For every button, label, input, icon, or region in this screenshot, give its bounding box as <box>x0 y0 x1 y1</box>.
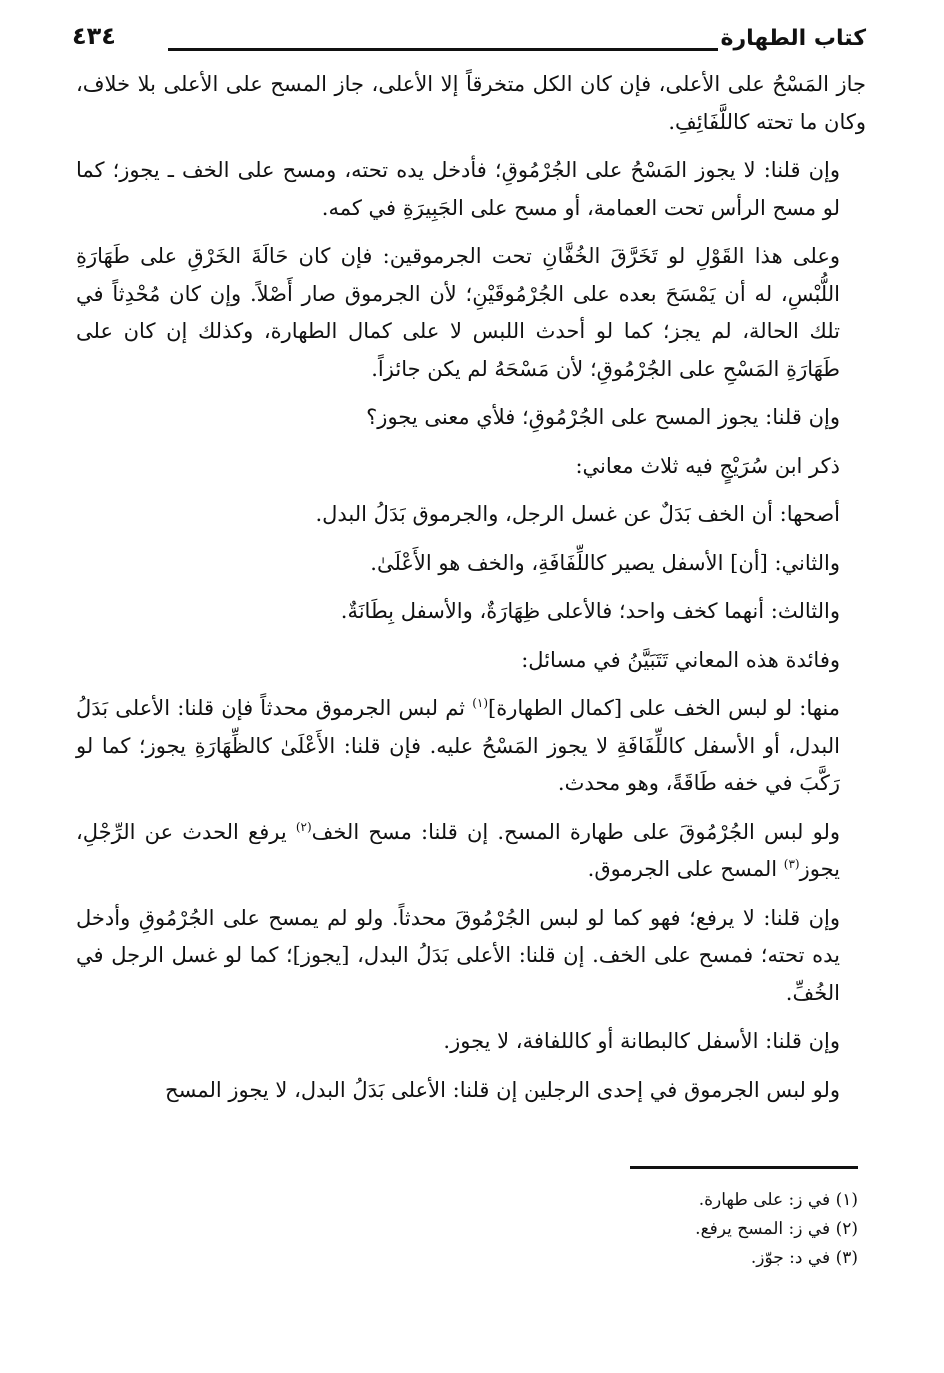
chapter-title: كتاب الطهارة <box>720 26 866 51</box>
footnote: (١) في ز: على طهارة. <box>698 1190 858 1210</box>
paragraph: ولو لبس الجرموق في إحدى الرجلين إن قلنا: الأعلى بَدَلُ البدل، لا يجوز المسح <box>165 1077 840 1102</box>
footnote: (٢) في ز: المسح يرفع. <box>695 1219 858 1239</box>
paragraph: وإن قلنا: يجوز المسح على الجُرْمُوقِ؛ فلأي معنى يجوز؟ <box>366 405 840 429</box>
page-number: ٤٣٤ <box>72 22 116 50</box>
paragraph <box>76 690 866 803</box>
header-rule <box>168 48 718 51</box>
paragraph: جاز المَسْحُ على الأعلى، فإن كان الكل متخرقاً إلا الأعلى، جاز المسح على الأعلى بلا خلاف، وكان ما تحته كاللَّفَائِفِ. <box>76 72 866 134</box>
footnotes <box>420 1186 858 1273</box>
main-text <box>76 66 866 1120</box>
paragraph: والثالث: أنهما كخف واحد؛ فالأعلى ظِهَارَةٌ، والأسفل بِطَانَةٌ. <box>340 599 840 623</box>
paragraph: وإن قلنا: الأسفل كالبطانة أو كاللفافة، لا يجوز. <box>443 1029 840 1053</box>
paragraph: وعلى هذا القَوْلِ لو تَخَرَّقَ الخُفَّانِ تحت الجرموقين: فإن كان حَالَةَ الخَرْقِ على طَهَارَةِ اللُّبْسِ، له أن يَمْسَحَ بعده على الجُرْمُوقَيْنِ؛ لأن الجرموق صار أَصْلاً. وإن كان مُحْدِثاً في تلك الحالة، لم يجز؛ كما لو أحدث اللبس لا على كمال الطهارة، وكذلك إن كان على طَهَارَةِ المَسْحِ على الجُرْمُوقِ؛ لأن مَسْحَهُ لم يكن جائزاً. <box>76 244 840 381</box>
footnote: (٣) في د: جوّز. <box>750 1248 858 1268</box>
paragraph: وإن قلنا: لا يجوز المَسْحُ على الجُرْمُوقِ؛ فأدخل يده تحته، ومسح على الخف ـ يجوز؛ كما لو مسح الرأس تحت العمامة، أو مسح على الجَبِيرَةِ في كمه. <box>76 158 840 220</box>
paragraph-text: منها: لو لبس الخف على [كمال الطهارة] <box>488 696 841 720</box>
footnote-separator <box>630 1166 858 1169</box>
footnote-marker: (١) <box>472 696 489 710</box>
paragraph: ذكر ابن سُرَيْجٍ فيه ثلاث معاني: <box>575 453 840 478</box>
paragraph: وإن قلنا: لا يرفع؛ فهو كما لو لبس الجُرْمُوقَ محدثاً. ولو لم يمسح على الجُرْمُوقِ وأدخل يده تحته؛ فمسح على الخف. إن قلنا: الأعلى بَدَلُ البدل، [يجوز]؛ كما لو غسل الرجل في الخُفِّ. <box>76 905 840 1005</box>
paragraph-text: المسح على الجرموق. <box>587 857 784 881</box>
paragraph-text: يرفع الحدث عن الرِّجْلِ، يجوز <box>76 819 840 881</box>
paragraph: أصحها: أن الخف بَدَلٌ عن غسل الرجل، والجرموق بَدَلُ البدل. <box>315 502 840 526</box>
footnote-marker: (٢) <box>295 819 312 834</box>
paragraph <box>76 814 866 889</box>
paragraph: والثاني: [أن] الأسفل يصير كاللِّفَافَةِ، والخف هو الأَعْلَىٰ. <box>370 550 840 575</box>
footnote-marker: (٣) <box>783 857 800 871</box>
page-header <box>72 22 866 66</box>
paragraph-text: ثم لبس الجرموق محدثاً فإن قلنا: الأعلى بَدَلُ البدل، أو الأسفل كاللِّفَافَةِ لا يجوز المَسْحُ عليه. فإن قلنا: الأَعْلَىٰ كالظِّهَارَةِ يجوز؛ كما لو رَكَّبَ في خفه طَاقَةً، وهو محدث. <box>76 696 840 795</box>
paragraph-text: ولو لبس الجُرْمُوقَ على طهارة المسح. إن قلنا: مسح الخف <box>311 819 840 844</box>
paragraph: وفائدة هذه المعاني تَتَبَيَّنُ في مسائل: <box>521 647 840 672</box>
